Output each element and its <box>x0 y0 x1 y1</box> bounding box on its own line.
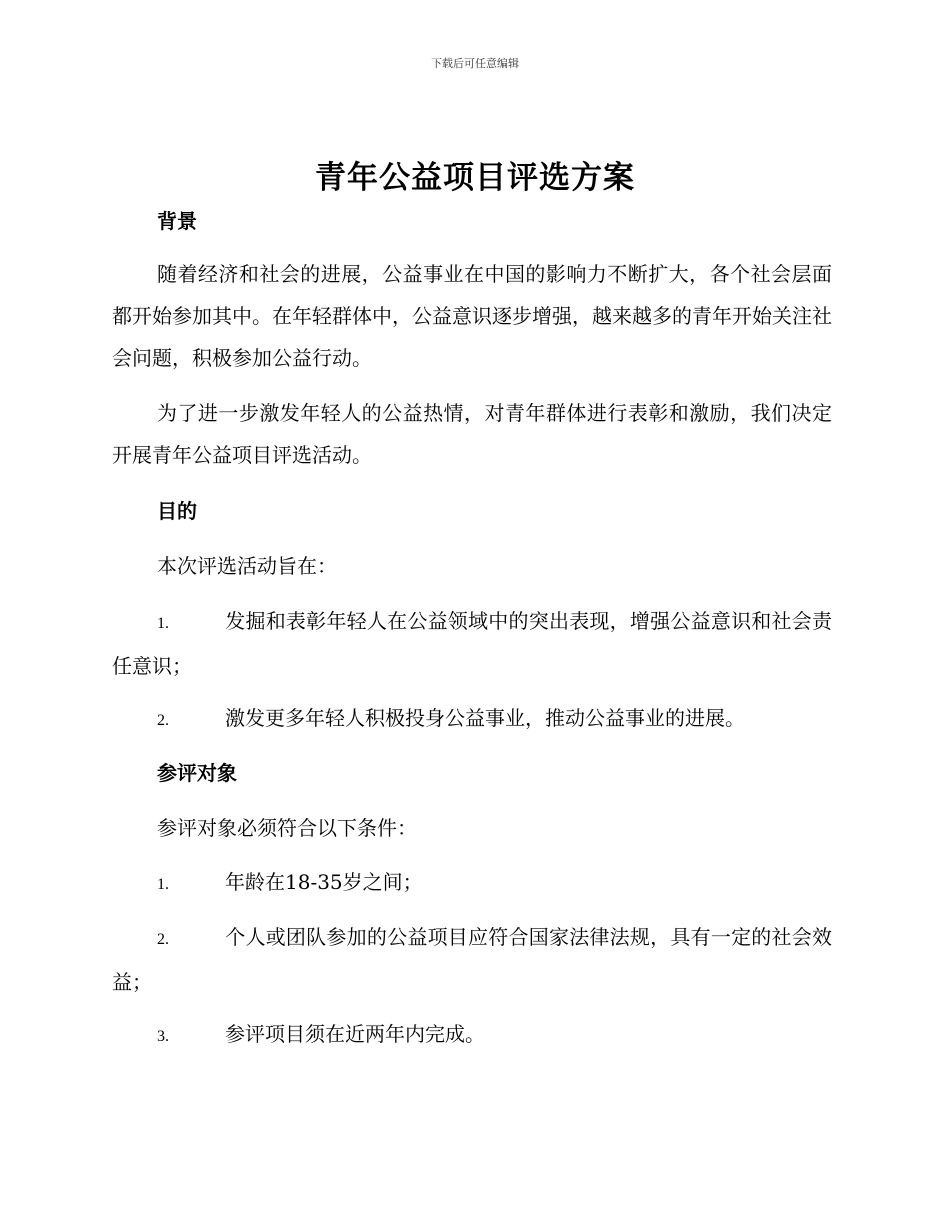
list-item <box>112 861 832 906</box>
list-item-text: 年龄在18-35岁之间； <box>225 870 423 894</box>
participants-intro: 参评对象必须符合以下条件： <box>157 816 417 840</box>
list-item-text: 个人或团队参加的公益项目应符合国家法律法规，具有一定的社会效益； <box>112 925 832 994</box>
background-paragraph-2: 为了进一步激发年轻人的公益热情，对青年群体进行表彰和激励，我们决定开展青年公益项目评选活动。 <box>112 401 832 467</box>
list-item-text: 发掘和表彰年轻人在公益领域中的突出表现，增强公益意识和社会责任意识； <box>112 609 832 678</box>
purpose-intro: 本次评选活动旨在： <box>157 554 337 578</box>
list-item <box>112 916 832 1003</box>
section-heading-background: 背景 <box>157 209 197 233</box>
list-item-number: 2. <box>157 931 169 948</box>
list-item <box>112 600 832 687</box>
list-item-text: 参评项目须在近两年内完成。 <box>225 1022 485 1046</box>
list-item <box>112 1013 832 1058</box>
list-item-text: 激发更多年轻人积极投身公益事业，推动公益事业的进展。 <box>225 706 745 730</box>
list-item-number: 3. <box>157 1028 169 1045</box>
page-header-note: 下载后可任意编辑 <box>431 57 519 70</box>
list-item-number: 1. <box>157 876 169 893</box>
background-paragraph-1: 随着经济和社会的进展，公益事业在中国的影响力不断扩大，各个社会层面都开始参加其中。在年轻群体中，公益意识逐步增强，越来越多的青年开始关注社会问题，积极参加公益行动。 <box>112 262 832 370</box>
list-item <box>112 697 832 742</box>
section-heading-purpose: 目的 <box>157 499 197 523</box>
section-heading-participants: 参评对象 <box>157 761 237 785</box>
document-title: 青年公益项目评选方案 <box>315 160 635 196</box>
list-item-number: 1. <box>157 615 169 632</box>
list-item-number: 2. <box>157 712 169 729</box>
